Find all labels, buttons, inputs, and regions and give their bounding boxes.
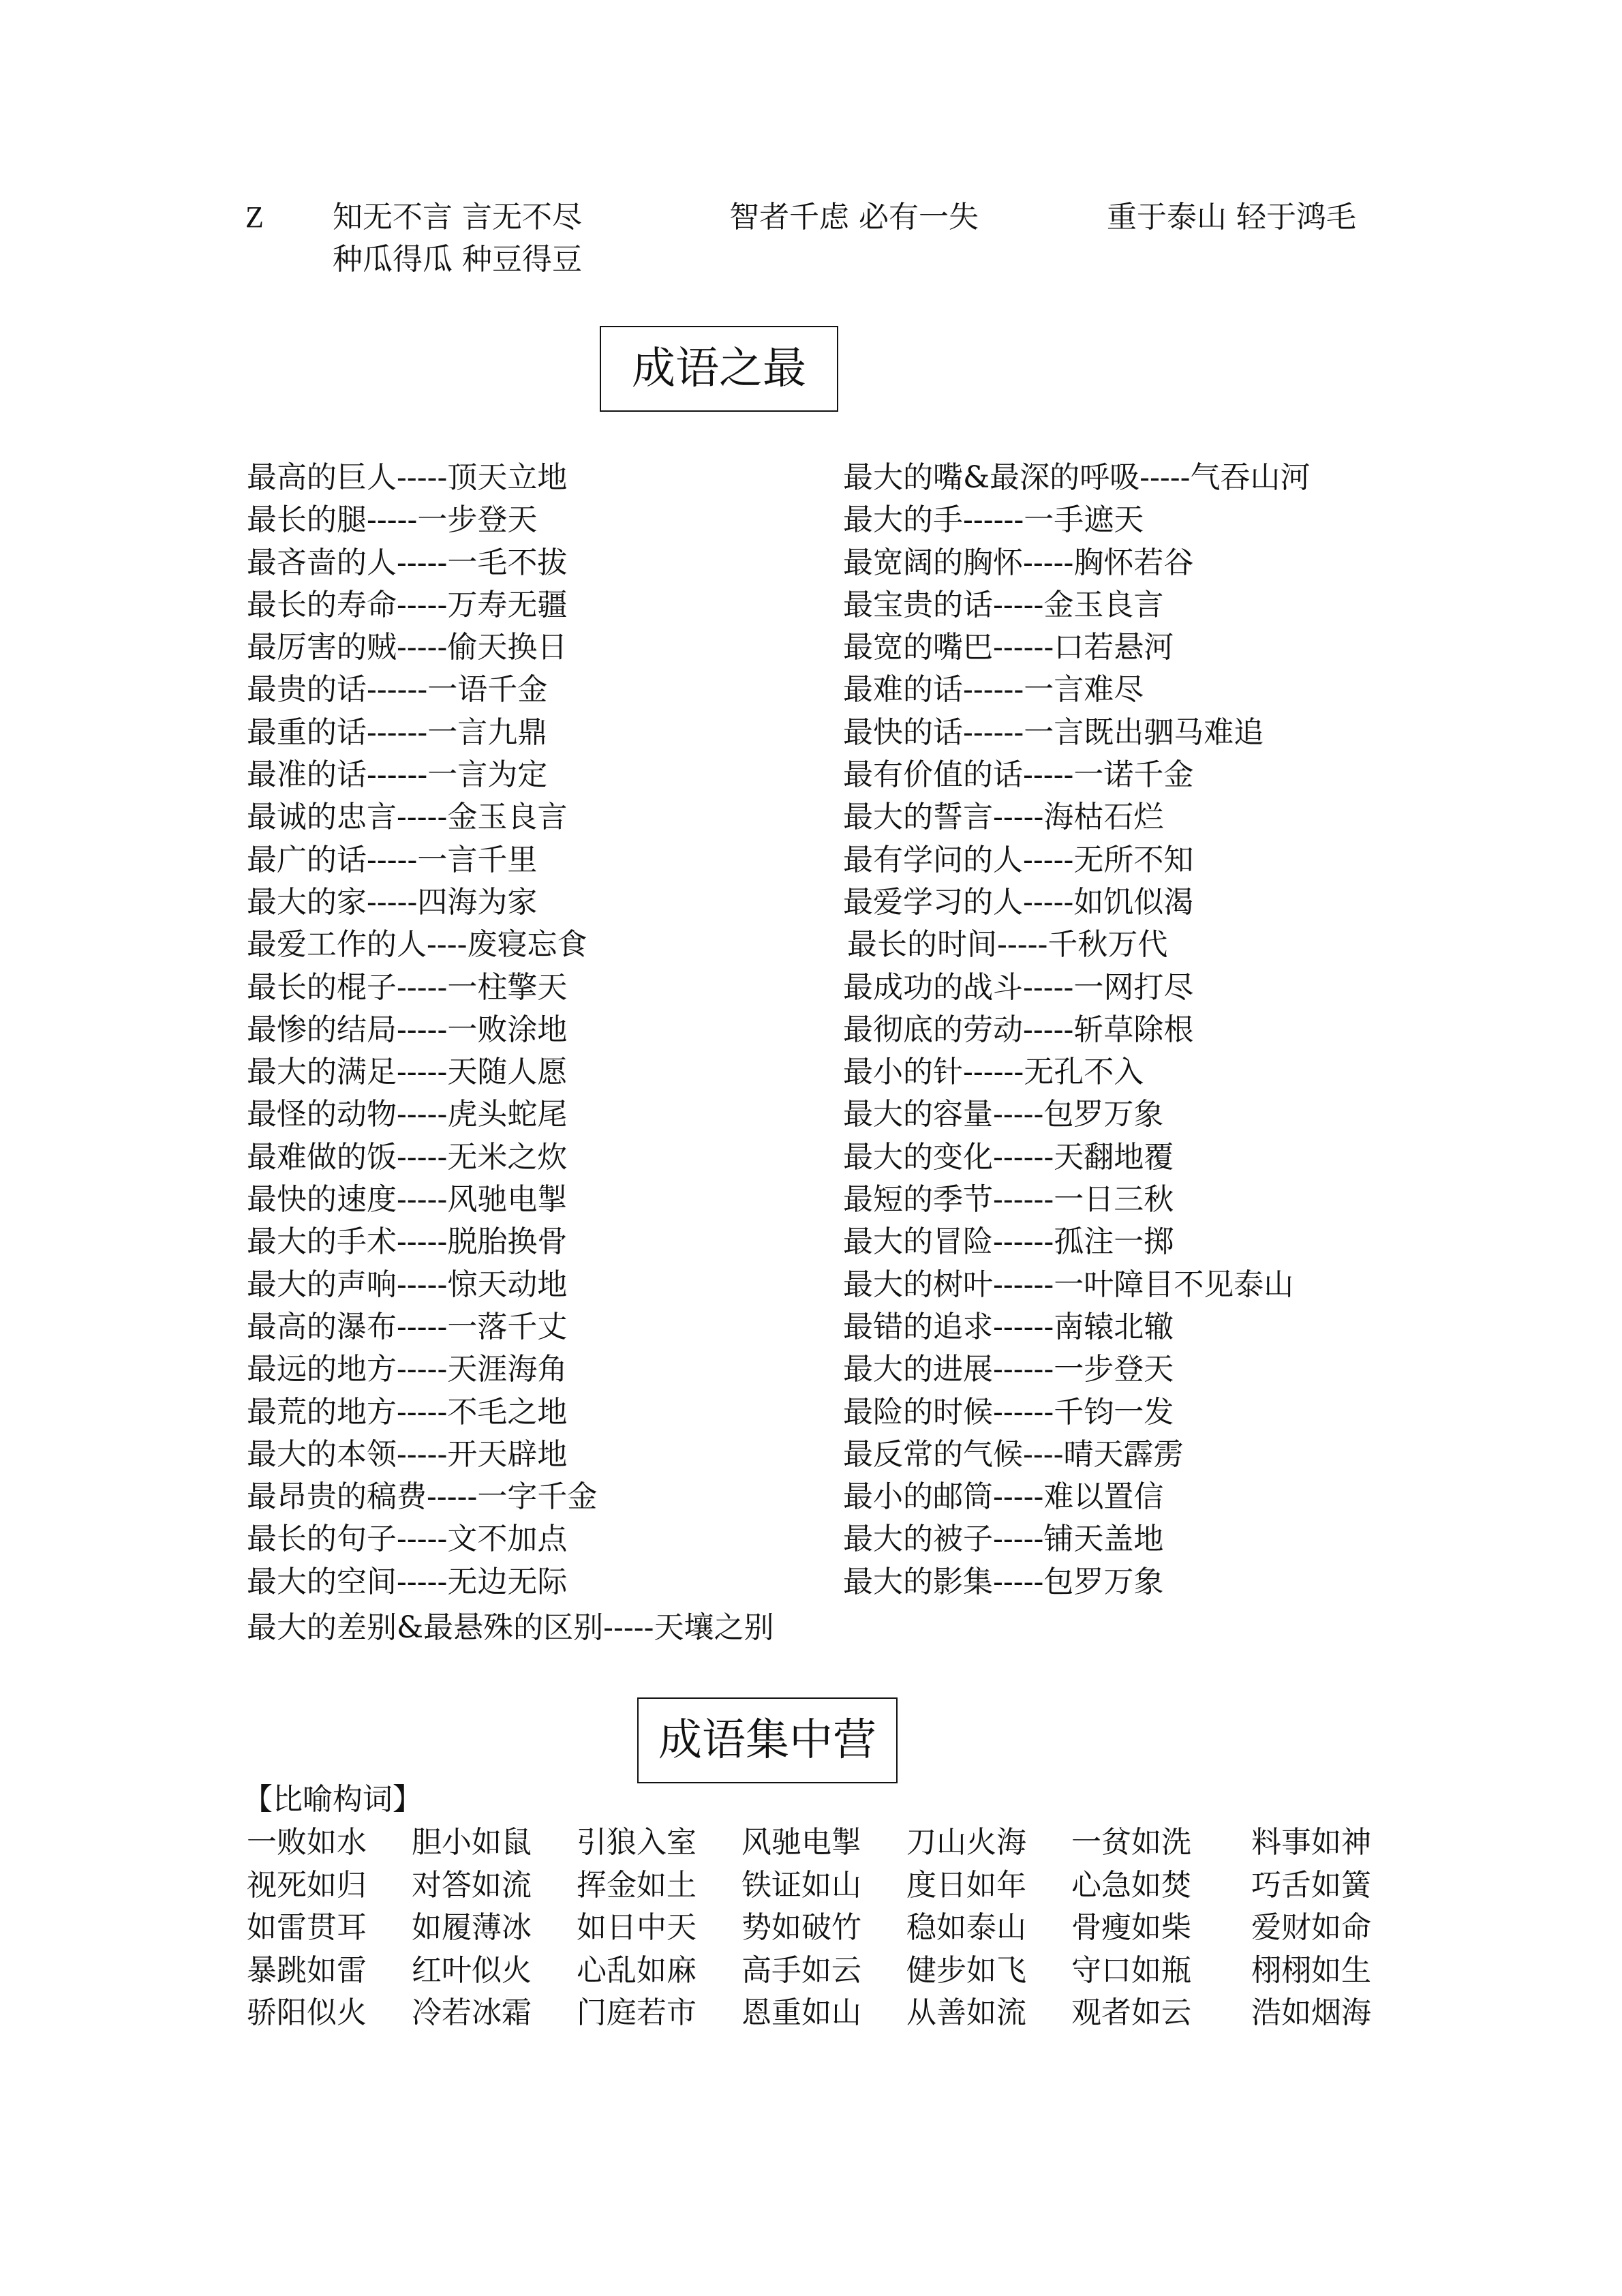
superlative-item: 最广的话-----一言千里: [247, 842, 538, 877]
simile-idiom: 料事如神: [1251, 1825, 1371, 1860]
simile-idiom: 骄阳似火: [247, 1995, 367, 2030]
superlative-item: 最大的空间-----无边无际: [247, 1564, 568, 1599]
superlative-item: 最吝啬的人-----一毛不拔: [247, 545, 568, 580]
superlative-item: 最彻底的劳动-----斩草除根: [843, 1012, 1194, 1047]
simile-idiom: 一贫如洗: [1071, 1825, 1191, 1860]
simile-idiom: 挥金如土: [577, 1867, 697, 1903]
superlative-item: 最诚的忠言-----金玉良言: [247, 800, 568, 835]
superlative-item: 最大的差别&最悬殊的区别-----天壤之别: [247, 1610, 774, 1645]
superlative-item: 最小的邮筒-----难以置信: [843, 1479, 1164, 1515]
superlative-item: 最有价值的话-----一诺千金: [843, 757, 1194, 793]
simile-idiom: 栩栩如生: [1251, 1952, 1371, 1988]
superlative-item: 最难做的饭-----无米之炊: [247, 1139, 568, 1175]
superlative-item: 最大的本领-----开天辟地: [247, 1436, 568, 1472]
z-row-1: [333, 196, 1423, 239]
superlative-item: 最大的冒险------孤注一掷: [843, 1224, 1174, 1260]
simile-idiom: 胆小如鼠: [412, 1825, 532, 1860]
superlative-item: 最远的地方-----天涯海角: [247, 1352, 568, 1387]
superlative-item: 最爱学习的人-----如饥似渴: [843, 884, 1194, 920]
superlative-item: 最长的句子-----文不加点: [247, 1522, 568, 1557]
simile-idiom: 冷若冰霜: [412, 1995, 532, 2030]
superlative-item: 最快的话------一言既出驷马难追: [843, 714, 1264, 750]
simile-idiom: 视死如归: [247, 1867, 367, 1903]
simile-idiom: 对答如流: [412, 1867, 532, 1903]
superlative-item: 最短的季节------一日三秋: [843, 1182, 1174, 1218]
superlative-item: 最反常的气候----晴天霹雳: [843, 1436, 1184, 1472]
idiom-pair: 智者千虑 必有一失: [729, 200, 979, 235]
superlative-item: 最小的针------无孔不入: [843, 1055, 1144, 1090]
superlative-item: 最险的时候------千钧一发: [843, 1394, 1174, 1430]
superlative-item: 最有学问的人-----无所不知: [843, 842, 1194, 877]
simile-idiom: 度日如年: [906, 1867, 1026, 1903]
simile-idiom: 引狼入室: [577, 1825, 697, 1860]
superlative-item: 最错的追求------南辕北辙: [843, 1309, 1174, 1344]
superlative-item: 最大的誓言-----海枯石烂: [843, 800, 1164, 835]
simile-idiom: 巧舌如簧: [1251, 1867, 1371, 1903]
simile-idiom: 观者如云: [1071, 1995, 1191, 2030]
idiom-pair: 重于泰山 轻于鸿毛: [1107, 200, 1356, 235]
simile-idiom: 门庭若市: [577, 1995, 697, 2030]
z-row-2: [333, 239, 1423, 281]
simile-idiom-grid: [247, 1822, 1405, 2035]
simile-idiom: 如雷贯耳: [247, 1910, 367, 1945]
superlative-item: 最大的进展------一步登天: [843, 1352, 1174, 1387]
superlatives-left-column: [247, 457, 597, 1603]
simile-row: [247, 1992, 1405, 2035]
superlative-item: 最贵的话------一语千金: [247, 672, 548, 708]
simile-idiom: 红叶似火: [412, 1952, 532, 1988]
simile-idiom: 如履薄冰: [412, 1910, 532, 1945]
simile-idiom: 心乱如麻: [577, 1952, 697, 1988]
superlative-item: 最大的树叶------一叶障目不见泰山: [843, 1267, 1294, 1302]
superlative-item: 最怪的动物-----虎头蛇尾: [247, 1097, 568, 1132]
superlative-item: 最高的瀑布-----一落千丈: [247, 1309, 568, 1344]
superlative-item: 最成功的战斗-----一网打尽: [843, 969, 1194, 1005]
simile-row: [247, 1822, 1405, 1864]
superlative-item: 最大的满足-----天随人愿: [247, 1055, 568, 1090]
superlative-item: 最大的容量-----包罗万象: [843, 1097, 1164, 1132]
superlative-item: 最惨的结局-----一败涂地: [247, 1012, 568, 1047]
simile-idiom: 铁证如山: [741, 1867, 861, 1903]
simile-idiom: 一败如水: [247, 1825, 367, 1860]
simile-idiom: 势如破竹: [741, 1910, 861, 1945]
superlative-item: 最大的影集-----包罗万象: [843, 1564, 1164, 1599]
superlatives-right-column: [843, 457, 1311, 1603]
superlative-item: 最大的手术-----脱胎换骨: [247, 1224, 568, 1260]
superlative-item: 最快的速度-----风驰电掣: [247, 1182, 568, 1218]
idiom-pair: 知无不言 言无不尽: [333, 200, 582, 235]
simile-row: [247, 1907, 1405, 1950]
superlative-item: 最高的巨人-----顶天立地: [247, 460, 568, 495]
simile-idiom: 恩重如山: [741, 1995, 861, 2030]
superlative-item: 最大的手------一手遮天: [843, 502, 1144, 538]
superlative-item: 最厉害的贼-----偷天换日: [247, 630, 568, 665]
simile-row: [247, 1950, 1405, 1993]
simile-idiom: 骨瘦如柴: [1071, 1910, 1191, 1945]
superlative-item: 最昂贵的稿费-----一字千金: [247, 1479, 598, 1515]
simile-idiom: 从善如流: [906, 1995, 1026, 2030]
simile-idiom: 刀山火海: [906, 1825, 1026, 1860]
simile-idiom: 爱财如命: [1251, 1910, 1371, 1945]
section-title-superlatives: 成语之最: [600, 326, 838, 412]
simile-idiom: 稳如泰山: [906, 1910, 1026, 1945]
superlative-item: 最大的家-----四海为家: [247, 884, 538, 920]
simile-row: [247, 1864, 1405, 1907]
simile-idiom: 风驰电掣: [741, 1825, 861, 1860]
superlative-item: 最大的声响-----惊天动地: [247, 1267, 568, 1302]
simile-idiom: 如日中天: [577, 1910, 697, 1945]
superlative-item: 最难的话------一言难尽: [843, 672, 1144, 708]
superlative-item: 最荒的地方-----不毛之地: [247, 1394, 568, 1430]
idiom-pair: 种瓜得瓜 种豆得豆: [333, 242, 582, 277]
simile-heading: 【比喻构词】: [243, 1782, 423, 1817]
simile-idiom: 健步如飞: [906, 1952, 1026, 1988]
superlative-item: 最爱工作的人----废寝忘食: [247, 927, 587, 963]
superlative-item: 最宽阔的胸怀-----胸怀若谷: [843, 545, 1194, 580]
superlative-item: 最准的话------一言为定: [247, 757, 548, 793]
superlative-item: 最重的话------一言九鼎: [247, 714, 548, 750]
simile-idiom: 高手如云: [741, 1952, 861, 1988]
simile-idiom: 暴跳如雷: [247, 1952, 367, 1988]
superlative-item: 最长的寿命-----万寿无疆: [247, 587, 568, 622]
superlative-item: 最宽的嘴巴------口若悬河: [843, 630, 1174, 665]
superlative-item: 最大的被子-----铺天盖地: [843, 1522, 1164, 1557]
superlative-item: 最大的嘴&最深的呼吸-----气吞山河: [843, 460, 1311, 495]
simile-idiom: 心急如焚: [1071, 1867, 1191, 1903]
superlative-item: 最长的棍子-----一柱擎天: [247, 969, 568, 1005]
simile-idiom: 守口如瓶: [1071, 1952, 1191, 1988]
section-letter: Z: [245, 200, 264, 234]
superlative-item: 最长的时间-----千秋万代: [847, 927, 1168, 963]
superlative-item: 最大的变化------天翻地覆: [843, 1139, 1174, 1175]
superlative-item: 最长的腿-----一步登天: [247, 502, 538, 538]
simile-idiom: 浩如烟海: [1251, 1995, 1371, 2030]
section-title-idiom-camp: 成语集中营: [637, 1697, 898, 1783]
superlative-item: 最宝贵的话-----金玉良言: [843, 587, 1164, 622]
